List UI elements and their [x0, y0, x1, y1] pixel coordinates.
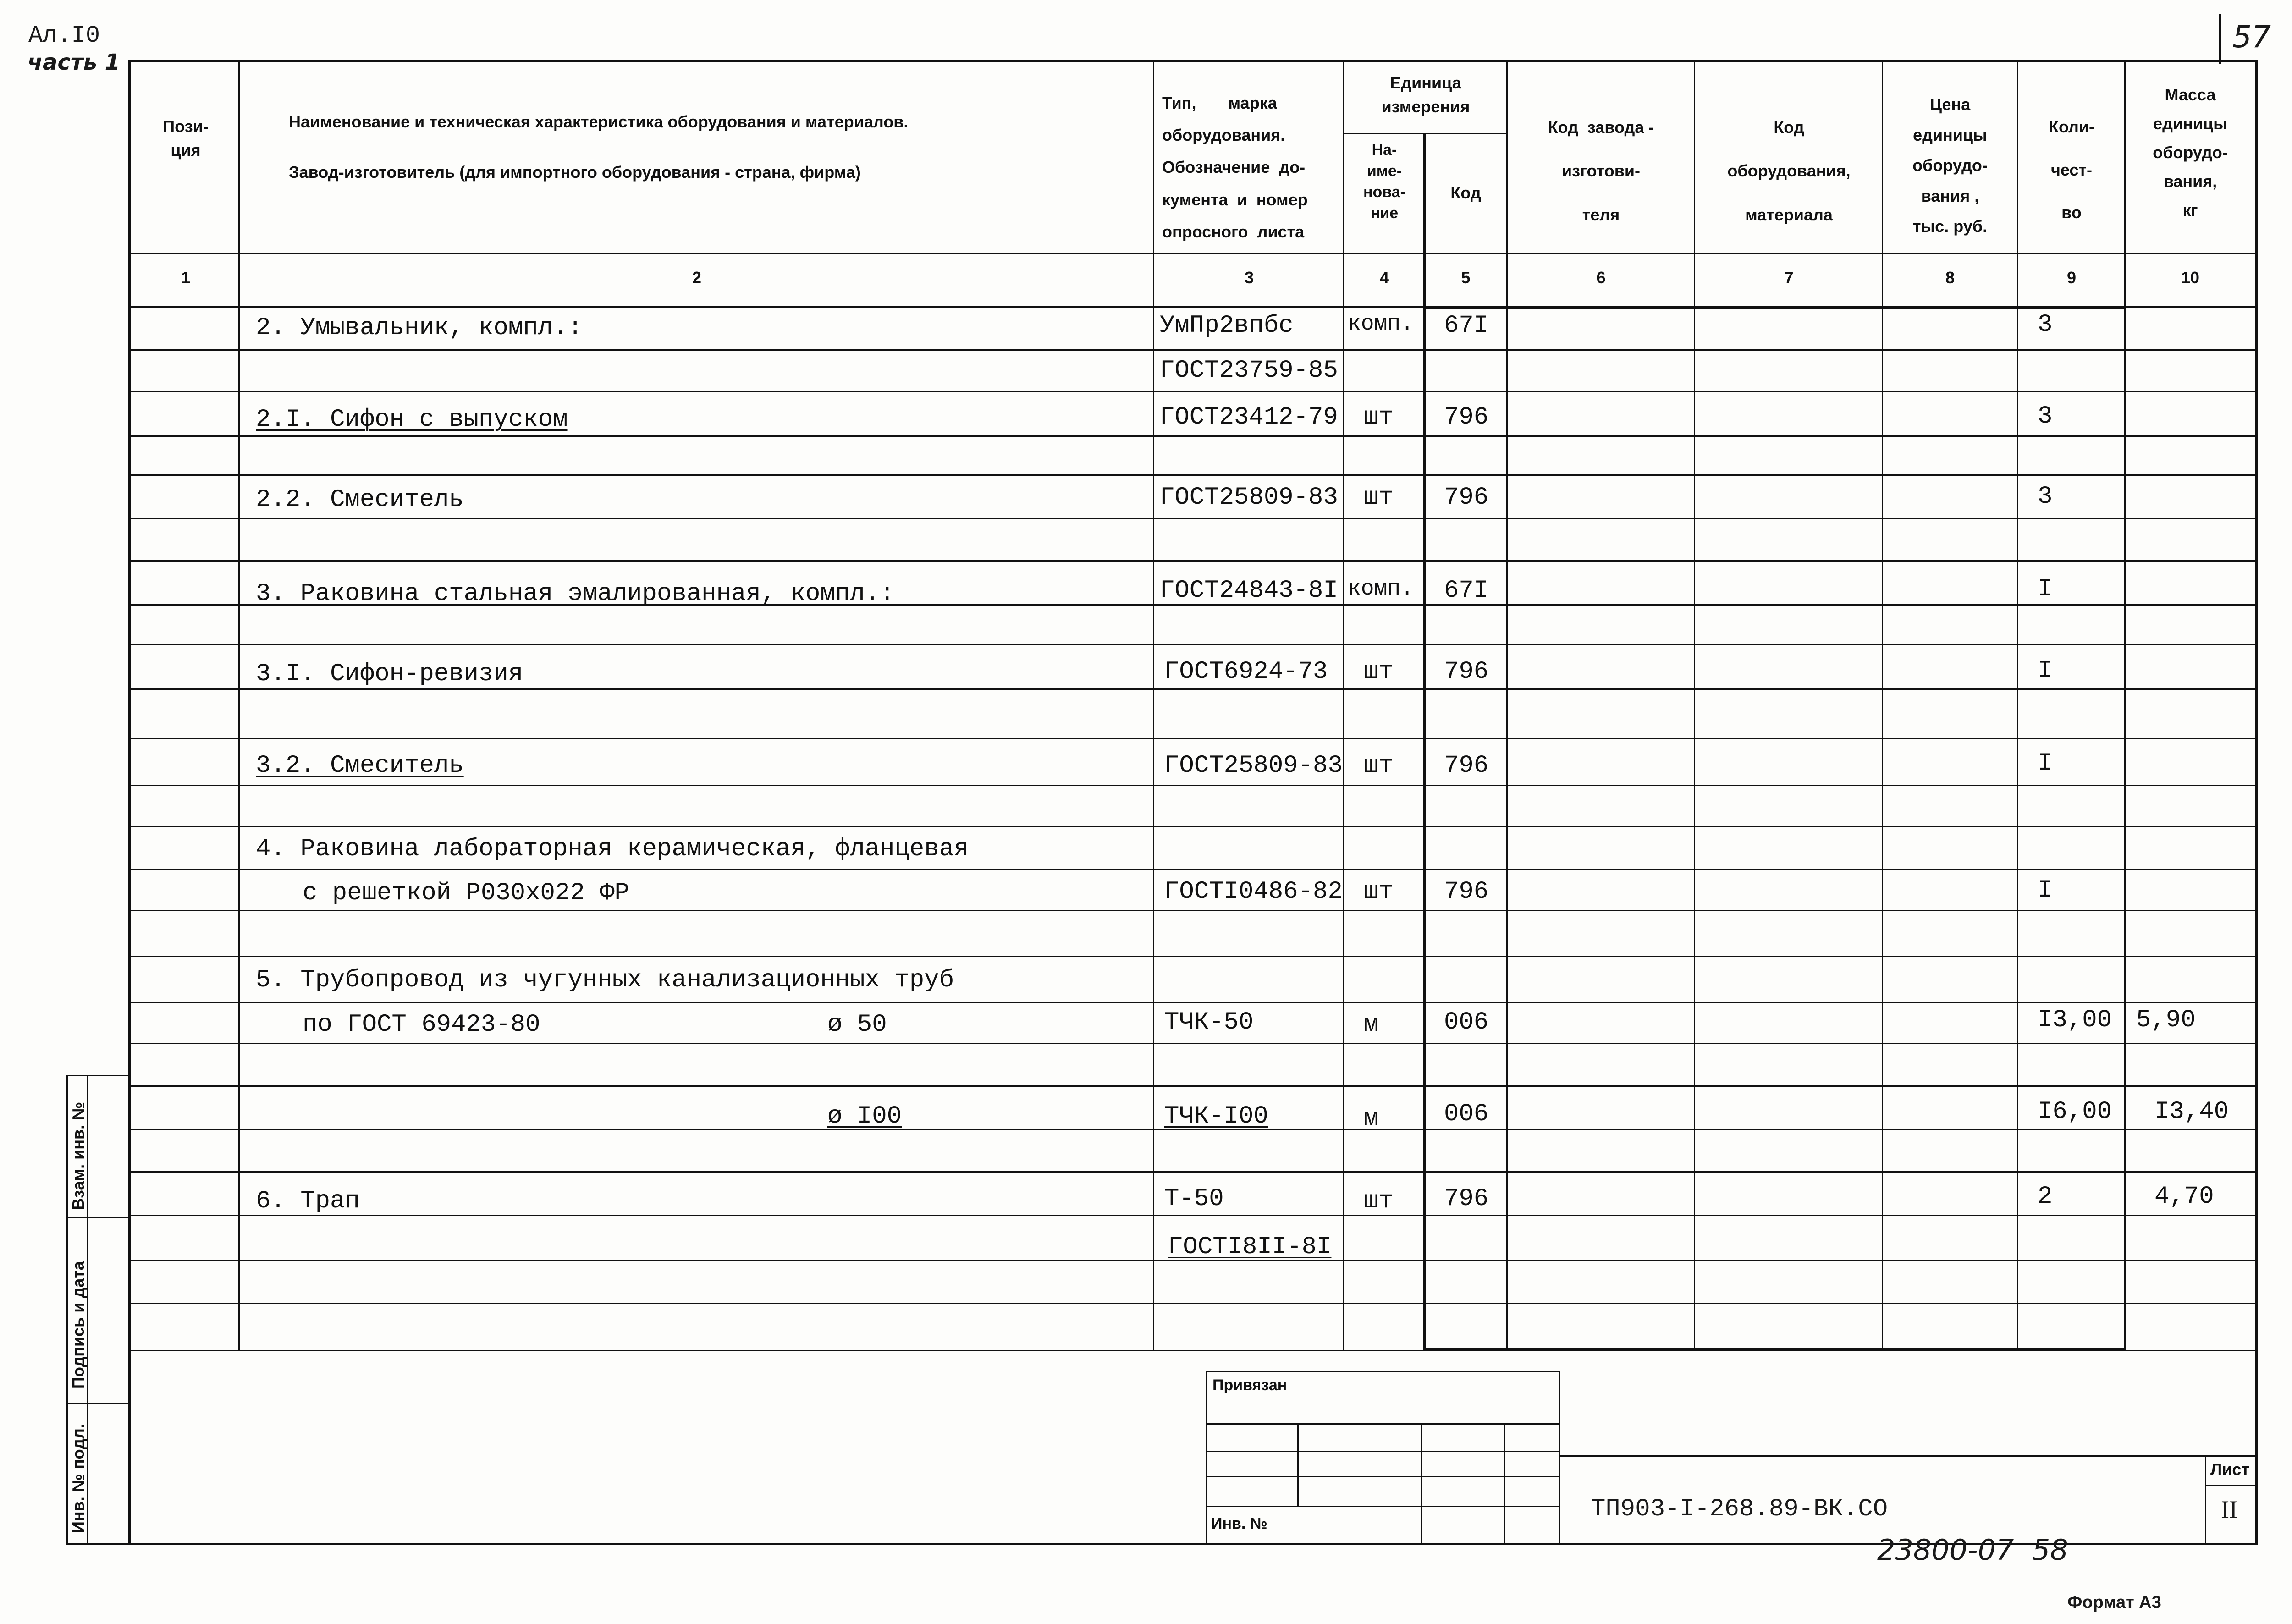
header-quantity: Коли- чест- во: [2048, 117, 2095, 222]
table-row-unit: шт: [1364, 403, 1394, 431]
table-row-type: ГОСТ23412-79: [1160, 403, 1338, 431]
table-row-code: 796: [1444, 484, 1489, 512]
frame-left: [128, 60, 131, 1545]
table-row-type: ТЧК-50: [1164, 1008, 1254, 1036]
header-name-line2: Завод-изготовитель (для импортного оборудования - страна, фирма): [289, 163, 861, 182]
table-row-mass: 5,90: [2136, 1006, 2196, 1034]
table-row-unit: шт: [1364, 484, 1394, 512]
inv-no-label: Инв. №: [1211, 1515, 1267, 1532]
table-row-code: 796: [1444, 878, 1489, 906]
table-row-qty: I: [2038, 876, 2053, 904]
col-line-4: [1423, 133, 1426, 1351]
bound-label: Привязан: [1212, 1376, 1287, 1394]
table-row-unit: шт: [1364, 658, 1394, 686]
table-row-qty: I: [2038, 657, 2053, 685]
part-label: часть 1: [28, 50, 121, 75]
table-row-name: 6. Трап: [256, 1187, 360, 1215]
header-position: Пози- ция: [163, 117, 209, 160]
table-row-mass: I3,40: [2154, 1098, 2229, 1126]
col-line-9: [2124, 60, 2126, 1351]
table-row-name: 5. Трубопровод из чугунных канализационных труб: [256, 966, 954, 994]
col-line-3: [1343, 60, 1344, 1351]
table-row-unit: м: [1364, 1105, 1379, 1133]
table-row-code: 796: [1444, 752, 1489, 780]
album-label: Ал.I0: [28, 22, 100, 49]
table-row-qty: I6,00: [2038, 1098, 2112, 1126]
table-row-type: ГОСТ24843-8I: [1160, 577, 1338, 605]
side-stamp-inv-podl: Инв. № подл.: [69, 1424, 88, 1533]
table-row-unit: шт: [1364, 1187, 1394, 1215]
table-row-qty: 3: [2038, 402, 2053, 430]
table-row-type: ГОСТ23759-85: [1160, 357, 1338, 385]
col-line-8: [2017, 60, 2018, 1351]
table-row-unit: шт: [1364, 752, 1394, 780]
table-row-name: 3. Раковина стальная эмалированная, компл.:: [256, 580, 895, 608]
table-row-type: ГОСТI0486-82: [1164, 878, 1343, 906]
table-row-name: 2. Умывальник, компл.:: [256, 314, 583, 342]
table-bottom-line: [128, 1350, 2255, 1351]
table-row-type: ТЧК-I00: [1164, 1102, 1268, 1130]
table-row-diameter: ø I00: [827, 1102, 902, 1130]
table-row-code: 67I: [1444, 312, 1489, 340]
side-stamp-sign-date: Подпись и дата: [69, 1261, 88, 1389]
col-line-1: [238, 60, 240, 1351]
bold-box-top: [1423, 307, 2125, 309]
unit-group-line: [1343, 133, 1508, 134]
document-code: ТП903-I-268.89-ВК.СО: [1591, 1495, 1888, 1523]
header-unit-name: На- име- нова- ние: [1363, 141, 1405, 222]
header-unit-group: Единица измерения: [1381, 73, 1470, 116]
table-row-code: 796: [1444, 658, 1489, 686]
table-row-name: с решеткой Р030х022 ФР: [303, 879, 629, 907]
table-row-type: ГОСТ6924-73: [1164, 658, 1328, 686]
table-row-unit: комп.: [1348, 577, 1414, 601]
table-row-type: ГОСТ25809-83: [1164, 752, 1343, 780]
frame-right: [2255, 60, 2258, 1545]
table-row-qty: 3: [2038, 311, 2053, 339]
sheet-number: II: [2221, 1496, 2237, 1523]
sheet-label: Лист: [2210, 1460, 2250, 1479]
col-line-7: [1882, 60, 1883, 1351]
col-line-5: [1506, 60, 1508, 1351]
col-line-6: [1694, 60, 1695, 1351]
table-row-name: по ГОСТ 69423-80: [303, 1011, 540, 1039]
header-price: Цена единицы оборудо- вания , тыс. руб.: [1912, 95, 1988, 236]
page-number: 57: [2232, 19, 2271, 55]
header-equipment-code: Код оборудования, материала: [1727, 118, 1851, 224]
side-stamp-inv-vzam: Взам. инв. №: [69, 1101, 88, 1210]
col-line-2: [1153, 60, 1154, 1351]
header-mass: Масса единицы оборудо- вания, кг: [2153, 85, 2228, 220]
table-row-code: 796: [1444, 403, 1489, 431]
table-row-unit: шт: [1364, 878, 1394, 906]
header-name-line1: Наименование и техническая характеристика оборудования и материалов.: [289, 112, 909, 131]
table-row-name: 2.2. Смеситель: [256, 486, 464, 514]
table-row-type: ГОСТ25809-83: [1160, 484, 1338, 512]
table-row-name: 4. Раковина лабораторная керамическая, фланцевая: [256, 835, 969, 863]
table-row-qty: 2: [2038, 1183, 2053, 1211]
table-row-name: 3.I. Сифон-ревизия: [256, 660, 523, 688]
table-row-name: 3.2. Смеситель: [256, 752, 464, 780]
frame-top: [128, 60, 2258, 62]
header-plant-code: Код завода - изготови- теля: [1548, 118, 1654, 224]
table-row-name: 2.I. Сифон с выпуском: [256, 406, 568, 434]
table-row-qty: 3: [2038, 483, 2053, 511]
page-number-divider: [2219, 14, 2221, 64]
table-row-diameter: ø 50: [827, 1011, 887, 1039]
table-row-code: 006: [1444, 1100, 1489, 1128]
table-row-code: 67I: [1444, 577, 1489, 605]
table-row-type: УмПр2впбс: [1160, 312, 1294, 340]
table-row-unit: м: [1364, 1011, 1379, 1039]
table-row-mass: 4,70: [2154, 1183, 2214, 1211]
table-row-code: 796: [1444, 1185, 1489, 1213]
table-row-unit: комп.: [1348, 312, 1414, 336]
header-type: Тип, марка оборудования. Обозначение до- кумента и номер опросного листа: [1162, 94, 1308, 241]
table-row-qty: I3,00: [2038, 1006, 2112, 1034]
table-row-qty: I: [2038, 575, 2053, 603]
handwritten-number: 23800-07 58: [1877, 1533, 2068, 1567]
table-row-type: ГОСТI8II-8I: [1168, 1233, 1332, 1261]
table-row-type: Т-50: [1164, 1185, 1224, 1213]
header-unit-code: Код: [1450, 183, 1481, 202]
header-bottom-line: [128, 253, 2255, 254]
table-row-code: 006: [1444, 1008, 1489, 1036]
table-row-qty: I: [2038, 749, 2053, 777]
format-label: Формат А3: [2067, 1593, 2161, 1612]
